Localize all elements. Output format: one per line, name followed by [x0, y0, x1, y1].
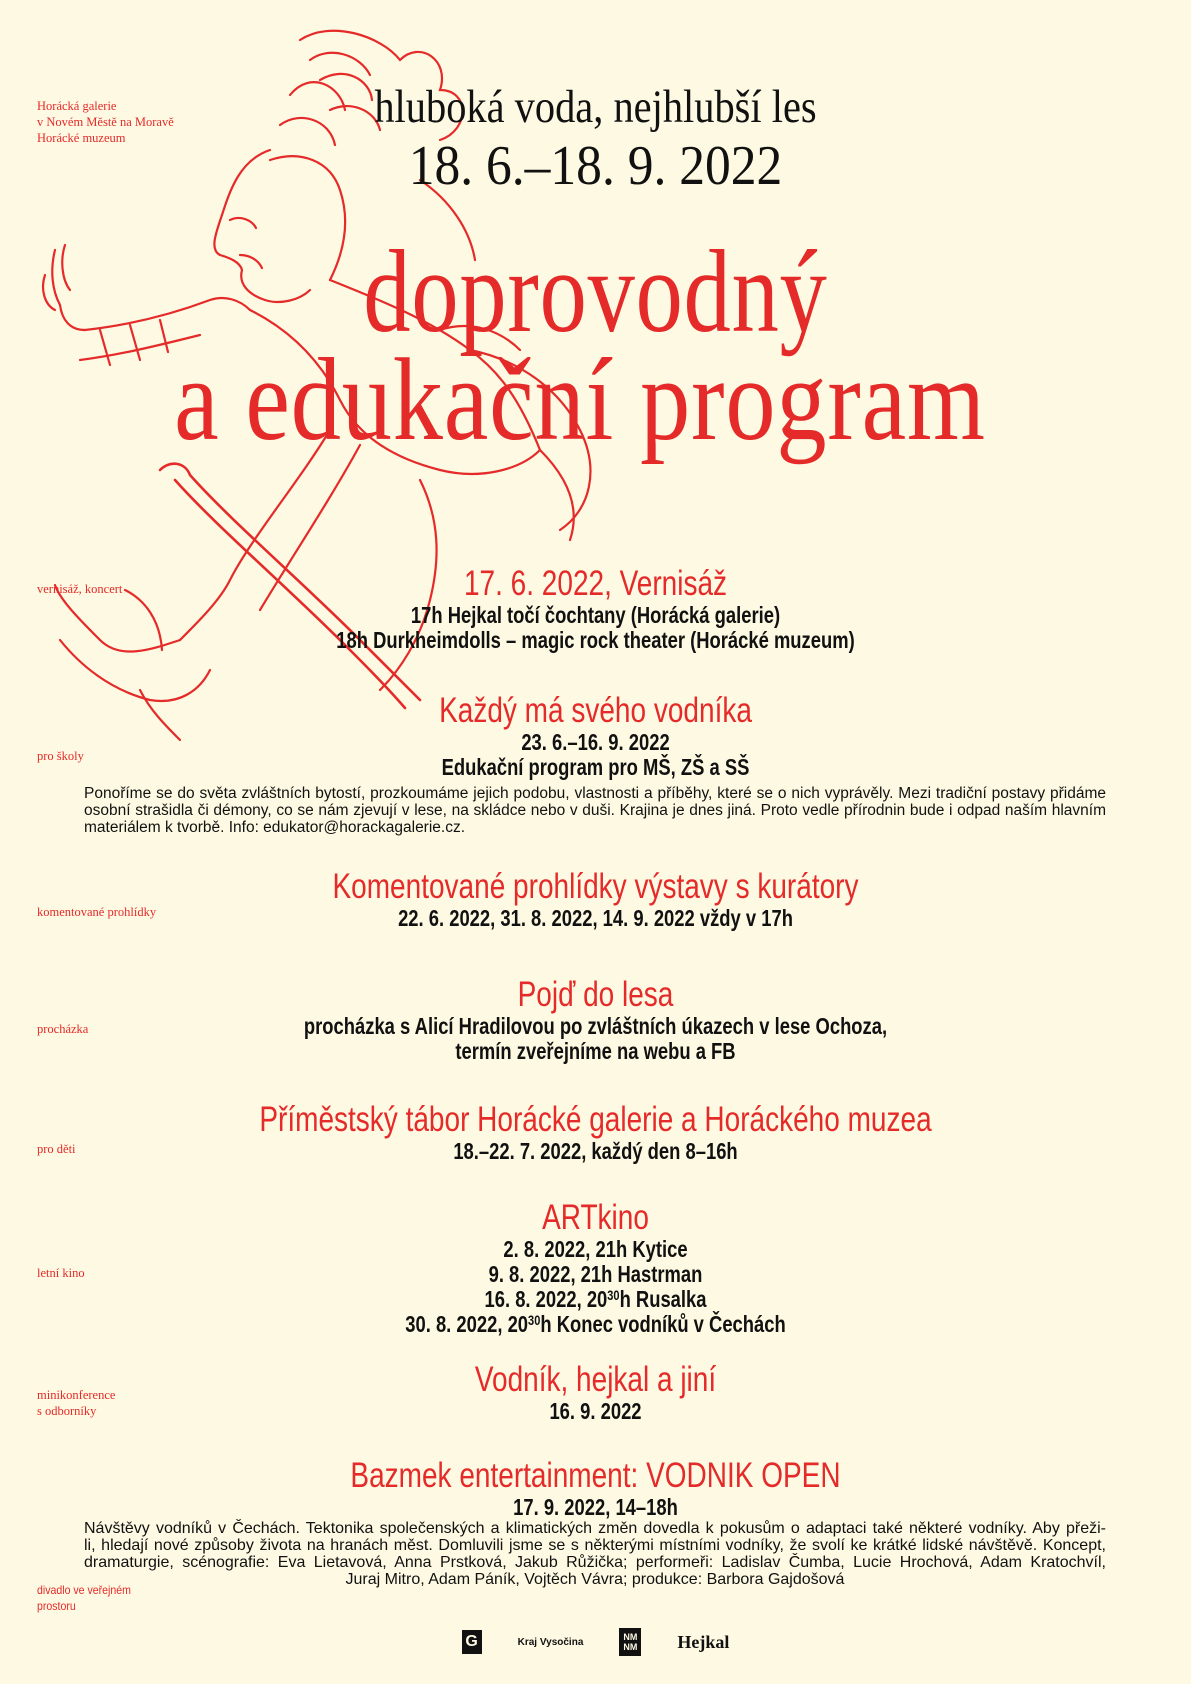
- nmnm-logo: [619, 1628, 641, 1656]
- event-line: 17h Hejkal točí čochtany (Horácká galerie): [410, 602, 781, 628]
- headline-line-2: a edukační program: [174, 334, 986, 465]
- gallery-logo-icon: G: [462, 1630, 482, 1654]
- event-line: 18.–22. 7. 2022, každý den 8–16h: [453, 1138, 738, 1164]
- hejkal-logo: Hejkal: [677, 1631, 730, 1652]
- event-line: 17. 9. 2022, 14–18h: [513, 1494, 678, 1520]
- event-title: Bazmek entertainment: VODNIK OPEN: [350, 1456, 841, 1495]
- event-title: Pojď do lesa: [517, 975, 674, 1014]
- screening-line: [119, 1287, 1072, 1312]
- event-title: Příměstský tábor Horácké galerie a Horáckého muzea: [259, 1100, 932, 1139]
- exhibition-title: hluboká voda, nejhlubší les: [374, 81, 817, 133]
- category-label: letní kino: [37, 1266, 85, 1280]
- screening-minutes: 30: [528, 1313, 541, 1328]
- category-label: komentované prohlídky: [37, 905, 157, 919]
- event-line: Edukační program pro MŠ, ZŠ a SŠ: [441, 754, 750, 780]
- category-label: pro školy: [37, 749, 84, 763]
- screening-line: [119, 1262, 1072, 1287]
- screening-film: h Rusalka: [619, 1286, 707, 1312]
- screening-minutes: 30: [607, 1288, 620, 1303]
- event-vernisaz: [0, 565, 1191, 653]
- event-title: Komentované prohlídky výstavy s kurátory: [332, 867, 859, 906]
- screening-date: 16. 8. 2022,: [484, 1286, 587, 1312]
- event-title: ARTkino: [542, 1198, 649, 1237]
- screening-date: 30. 8. 2022,: [405, 1311, 508, 1337]
- event-title: Každý má svého vodníka: [439, 691, 752, 730]
- nmnm-logo-top: NM: [623, 1632, 638, 1642]
- event-vodnik-hejkal: [0, 1361, 1191, 1424]
- screening-date: 2. 8. 2022,: [503, 1236, 596, 1262]
- event-line: 22. 6. 2022, 31. 8. 2022, 14. 9. 2022 vždy v 17h: [398, 905, 793, 931]
- description-line: Návštěvy vodníků v Čechách. Tektonika společenských a klimatických změn dovedla k pokusům o adaptaci také některé vodníky. Aby přeži-: [84, 1520, 1106, 1537]
- description-line: li, hledají nové způsoby života na hranách měst. Domluvili jsme se s některými místními vodníky, že svolí ke krátké lidské návštěvě. Koncept,: [84, 1537, 1106, 1554]
- event-line: 18h Durkheimdolls – magic rock theater (Horácké muzeum): [336, 627, 855, 653]
- event-primestsky-tabor: [0, 1101, 1191, 1164]
- event-bazmek-vodnik-open: [0, 1457, 1191, 1520]
- screening-date: 9. 8. 2022,: [488, 1261, 581, 1287]
- screening-line: [119, 1312, 1072, 1337]
- screening-hour: 21: [580, 1261, 602, 1287]
- event-line: 16. 9. 2022: [549, 1398, 642, 1424]
- category-label: procházka: [37, 1022, 89, 1036]
- organizer-line: v Novém Městě na Moravě: [37, 115, 174, 129]
- event-description: Ponoříme se do světa zvláštních bytostí, prozkoumáme jejich podobu, vlastnosti a příběhy, které se o nich vyprávěly. Mezi tradiční postavy přidáme osobní strašidla či démony, co se nám zjevují v lese, na skládce nebo v duši. Krajina je dnes jiná. Proto vedle přírodnin bude i odpad naším hlavním materiálem k tvorbě. Info: edukator@horackagalerie.cz.: [84, 785, 1106, 836]
- screening-hour: 20: [586, 1286, 608, 1312]
- event-line: procházka s Alicí Hradilovou po zvláštních úkazech v lese Ochoza,: [303, 1013, 888, 1039]
- screening-hour: 21: [595, 1236, 616, 1262]
- exhibition-dates: 18. 6.–18. 9. 2022: [408, 135, 783, 197]
- event-line: 23. 6.–16. 9. 2022: [521, 729, 670, 755]
- organizer-line: Horácké muzeum: [37, 131, 126, 145]
- description-line: Juraj Mitro, Adam Páník, Vojtěch Vávra; produkce: Barbora Gajdošová: [345, 1571, 845, 1588]
- nmnm-logo-bottom: NM: [623, 1642, 638, 1652]
- event-pojd-do-lesa: [0, 976, 1191, 1064]
- sponsor-logos: [0, 1628, 1191, 1656]
- category-label-line: divadlo ve veřejném: [37, 1583, 131, 1597]
- event-description: [84, 1520, 1106, 1588]
- organizer-line: Horácká galerie: [37, 99, 117, 113]
- description-line: dramaturgie, scénografie: Eva Lietavová, Anna Prstková, Jakub Růžička; performeři: Ladislav Čumba, Lucie Hrochová, Adam Kratochvíl,: [84, 1554, 1106, 1571]
- kraj-vysocina-logo: Kraj Vysočina: [517, 1636, 584, 1648]
- headline-line-1: doprovodný: [363, 226, 828, 357]
- event-kazdy-ma-sveho-vodnika: [0, 692, 1191, 780]
- screening-hour: 20: [507, 1311, 529, 1337]
- event-title: 17. 6. 2022, Vernisáž: [463, 564, 728, 603]
- screening-line: [119, 1237, 1072, 1262]
- screening-film: h Konec vodníků v Čechách: [540, 1311, 786, 1337]
- category-label-line: s odborníky: [37, 1404, 97, 1418]
- event-title: Vodník, hejkal a jiní: [474, 1360, 717, 1399]
- category-label: vernisáž, koncert: [37, 582, 123, 596]
- event-komentovane-prohlidky: [0, 868, 1191, 931]
- category-label-line: prostoru: [37, 1599, 76, 1613]
- screening-film: h Hastrman: [601, 1261, 703, 1287]
- event-line: termín zveřejníme na webu a FB: [455, 1038, 736, 1064]
- event-artkino: [0, 1199, 1191, 1337]
- category-label-line: minikonference: [37, 1388, 116, 1402]
- screening-film: h Kytice: [615, 1236, 688, 1262]
- category-label: pro děti: [37, 1142, 76, 1156]
